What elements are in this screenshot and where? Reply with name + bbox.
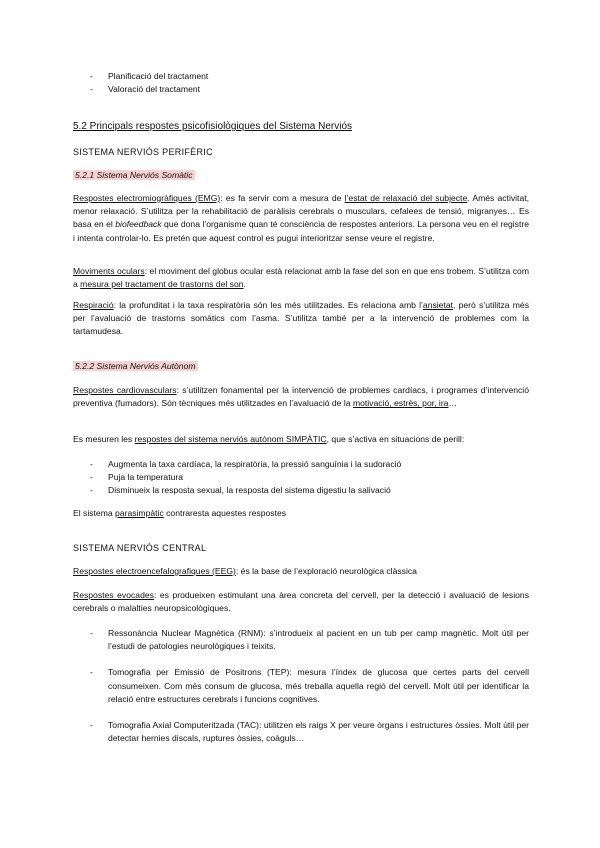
cardio-text: … [448, 398, 458, 409]
list-item: - Planificació del tractament [73, 70, 529, 83]
cardio-link: motivació, estrès, por, ira [352, 398, 449, 409]
autonomic-subheading-text: 5.2.2 Sistema Nerviós Autònom [75, 361, 196, 371]
parasympathetic-link: parasimpàtic [115, 508, 164, 518]
sympathetic-link: respostes del sistema nerviós autònom SIMPÀTIC [134, 434, 327, 444]
eeg-term: Respostes electroencefalografiques (EEG) [73, 566, 236, 576]
para-text: El sistema [73, 508, 116, 518]
evoked-term: Respostes evocades [73, 590, 154, 600]
evoked-text: : es produeixen estimulant una àrea concreta del cervell, per la detecció i avaluació de lesions cerebrals o malalties neuropsicològiques. [73, 590, 529, 614]
somatic-subheading [73, 169, 529, 182]
somatic-subheading-text: 5.2.1 Sistema Nerviós Somàtic [75, 170, 193, 180]
list-item: - Valoració del tractament [73, 83, 529, 96]
respiration-term: Respiració [73, 300, 114, 310]
measured-text: Es mesuren les [73, 434, 135, 444]
respiration-paragraph [73, 299, 529, 339]
section-title [73, 120, 529, 133]
peripheral-heading: SISTEMA NERVIÓS PERIFÈRIC [73, 147, 213, 157]
ocular-link: mesura pel tractament de trastorns del son [80, 279, 244, 290]
biofeedback-term: biofeedback [115, 219, 162, 230]
eeg-paragraph [73, 565, 529, 578]
central-heading: SISTEMA NERVIÓS CENTRAL [73, 543, 207, 553]
list-item: - Augmenta la taxa cardíaca, la respiratòria, la pressió sanguínia i la sudoració [73, 458, 529, 471]
list-item: - Tomografia per Emissió de Positrons (TEP): mesura l’índex de glucosa que certes parts del cervell consumeixen. Com més consum de glucosa, més treballa aquella regió del cervell. Molt útil per identificar la relació entre estructures cerebrals i funcions cognitives. [73, 666, 529, 706]
parasympathetic-paragraph [73, 507, 529, 520]
ocular-paragraph [73, 265, 529, 291]
emg-paragraph [73, 192, 529, 245]
emg-text: que dona l’organisme quan té consciència de respostes anteriors. La persona veu en el registre i intenta controlar-lo. Es pretén que aquest control es pugui interioritzar sense veure el registre. [73, 219, 529, 243]
eeg-text: : és la base de l’exploració neurològica clàssica [235, 566, 417, 576]
ocular-term: Moviments oculars [73, 266, 145, 276]
measured-paragraph [73, 433, 529, 446]
cardio-paragraph [73, 384, 529, 410]
autonomic-subheading [73, 360, 529, 373]
treatment-list [73, 70, 529, 96]
list-item: - Puja la temperatura [73, 471, 529, 484]
emg-link: l’estat de relaxació del subjecte [344, 193, 468, 203]
list-item: - Tomografia Axial Computeritzada (TAC): utilitzen els raigs X per veure òrgans i estructures òssies. Molt útil per detectar hernies discals, ruptures òssies, coàguls… [73, 719, 529, 745]
list-item: - Ressonància Nuclear Magnètica (RNM): s’introdueix al pacient en un tub per camp magnètic. Molt útil per l’estudi de patologies neurològiques i teixits. [73, 627, 529, 653]
respiration-text: , però s’utilitza més per l’avaluació de trastorns somàtics com l’asma. S’utilitza també per a la intervenció de problemes com la tartamudesa. [73, 300, 529, 337]
cardio-text: : s’utilitzen fonamental per la intervenció de problemes cardíacs, i programes d’intervenció preventiva (fumadors). Són tècniques més utilitzades en l’avaluació de la [73, 385, 529, 409]
anxiety-link: ansietat [422, 300, 454, 310]
emg-text: : es fa servir com a mesura de [220, 193, 345, 203]
imaging-techniques-list [73, 627, 529, 758]
cardio-term: Respostes cardiovasculars [73, 385, 177, 395]
evoked-paragraph [73, 589, 529, 615]
respiration-text: : la profunditat i la taxa respiratòria són les més utilitzades. Es relaciona amb l’ [113, 300, 423, 310]
emg-term: Respostes electromiogràfiques (EMG) [73, 193, 221, 203]
emg-text: . Amés activitat, menor relaxació. S’utilitza per la rehabilitació de paràlisis cerebrals o musculars, cefalees de tensió, migranyes… Es basa en el [73, 193, 530, 230]
para-text: contraresta aquestes respostes [163, 508, 287, 518]
sympathetic-list [73, 458, 529, 498]
section-title-text: 5.2 Principals respostes psicofisiològiques del Sistema Nerviós [73, 121, 353, 132]
measured-text: , que s’activa en situacions de perill: [326, 434, 465, 444]
ocular-text: . [243, 279, 246, 290]
ocular-text: : el moviment del globus ocular està relacionat amb la fase del son en que ens trobem. S’utilitza com a [73, 266, 529, 290]
list-item: - Disminueix la resposta sexual, la resposta del sistema digestiu la salivació [73, 484, 529, 497]
